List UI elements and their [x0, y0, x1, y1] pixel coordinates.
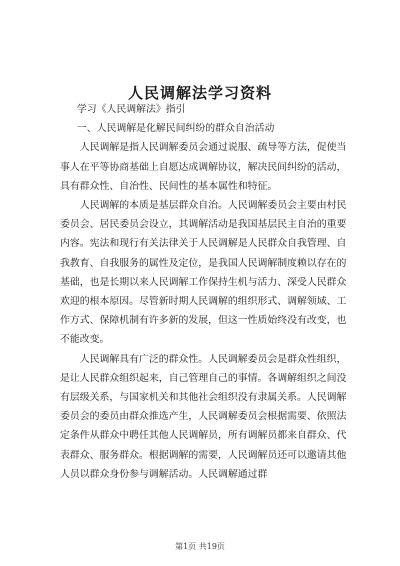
paragraph-1: 人民调解是指人民调解委员会通过说服、疏导等方法，促使当事人在平等协商基础上自愿达成调解协议，解决民间纠纷的活动，具有群众性、自治性、民间性的基本属性和特征。 — [60, 142, 347, 192]
section-heading: 一、人民调解是化解民间纠纷的群众自治活动 — [76, 123, 275, 135]
paragraph-2: 人民调解的本质是基层群众自治。人民调解委员会主要由村民委员会、居民委员会设立，其调解活动是我国基层民主自治的重要内容。宪法和现行有关法律关于人民调解是人民群众自我管理、自我教育、自我服务的属性及定位，是我国人民调解制度赖以存在的基础，也是长期以来人民调解工作保持生机与活力、深受人民群众欢迎的根本原因。尽管新时期人民调解的组织形式、调解领域、工作方式、保障机制有许多新的发展，但这一性质始终没有改变，也不能改变。 — [60, 200, 347, 346]
document-title: 人民调解法学习资料 — [127, 84, 272, 102]
page-indicator: 第1页 共19页 — [175, 542, 225, 551]
paragraph-3: 人民调解具有广泛的群众性。人民调解委员会是群众性组织，是让人民群众组织起来，自己管理自己的事情。各调解组织之间没有层级关系，与国家机关和其他社会组织没有隶属关系。人民调解委员会的委员由群众推选产生，人民调解委员会根据需要、依照法定条件从群众中聘任其他人民调解员，所有调解员都来自群众、代表群众、服务群众。根据调解的需要，人民调解员还可以邀请其他人员以群众身份参与调解活动。人民调解通过群 — [60, 353, 347, 480]
guide-line: 学习《人民调解法》指引 — [76, 104, 186, 115]
document-body — [60, 100, 356, 484]
